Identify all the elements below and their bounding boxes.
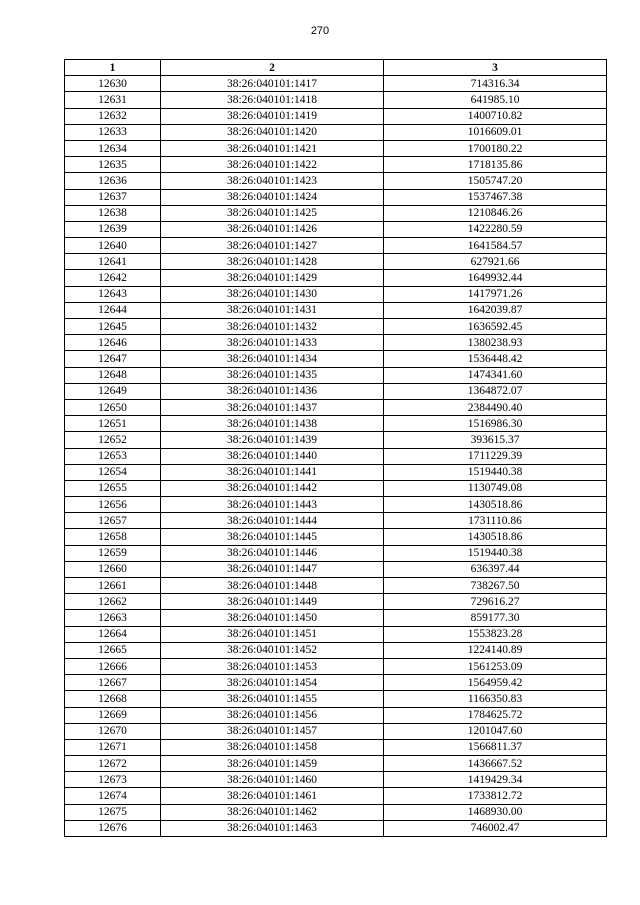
value-cell: 1417971.26 (384, 286, 607, 302)
value-cell: 1641584.57 (384, 238, 607, 254)
row-number-cell: 12658 (65, 529, 161, 545)
cadastral-number-cell: 38:26:040101:1456 (161, 707, 384, 723)
value-cell: 1731110.86 (384, 513, 607, 529)
table-row (65, 270, 607, 286)
cadastral-number-cell: 38:26:040101:1445 (161, 529, 384, 545)
table-row (65, 221, 607, 237)
cadastral-number-cell: 38:26:040101:1430 (161, 286, 384, 302)
value-cell: 1642039.87 (384, 302, 607, 318)
value-cell: 746002.47 (384, 820, 607, 836)
table-row (65, 157, 607, 173)
cadastral-number-cell: 38:26:040101:1417 (161, 76, 384, 92)
table-row (65, 820, 607, 836)
cadastral-number-cell: 38:26:040101:1461 (161, 788, 384, 804)
table-row (65, 254, 607, 270)
table-row (65, 351, 607, 367)
value-cell: 1564959.42 (384, 675, 607, 691)
value-cell: 738267.50 (384, 578, 607, 594)
value-cell: 1553823.28 (384, 626, 607, 642)
cadastral-number-cell: 38:26:040101:1457 (161, 723, 384, 739)
value-cell: 1519440.38 (384, 545, 607, 561)
row-number-cell: 12657 (65, 513, 161, 529)
cadastral-number-cell: 38:26:040101:1435 (161, 367, 384, 383)
cadastral-number-cell: 38:26:040101:1459 (161, 756, 384, 772)
table-row (65, 610, 607, 626)
value-cell: 729616.27 (384, 594, 607, 610)
row-number-cell: 12647 (65, 351, 161, 367)
table-row (65, 205, 607, 221)
table-body (65, 76, 607, 837)
value-cell: 1649932.44 (384, 270, 607, 286)
cadastral-number-cell: 38:26:040101:1463 (161, 820, 384, 836)
table-row (65, 691, 607, 707)
value-cell: 1711229.39 (384, 448, 607, 464)
cadastral-number-cell: 38:26:040101:1436 (161, 383, 384, 399)
table-header (65, 60, 607, 76)
value-cell: 1130749.08 (384, 480, 607, 496)
row-number-cell: 12650 (65, 399, 161, 415)
table-row (65, 739, 607, 755)
value-cell: 1016609.01 (384, 124, 607, 140)
cadastral-number-cell: 38:26:040101:1438 (161, 416, 384, 432)
table-row (65, 513, 607, 529)
table-row (65, 464, 607, 480)
row-number-cell: 12636 (65, 173, 161, 189)
row-number-cell: 12667 (65, 675, 161, 691)
value-cell: 1430518.86 (384, 529, 607, 545)
table-row (65, 124, 607, 140)
cadastral-number-cell: 38:26:040101:1427 (161, 238, 384, 254)
table-row (65, 189, 607, 205)
table-row (65, 626, 607, 642)
table-row (65, 432, 607, 448)
row-number-cell: 12675 (65, 804, 161, 820)
table-row (65, 367, 607, 383)
row-number-cell: 12653 (65, 448, 161, 464)
table-row (65, 286, 607, 302)
value-cell: 1400710.82 (384, 108, 607, 124)
cadastral-number-cell: 38:26:040101:1426 (161, 221, 384, 237)
row-number-cell: 12670 (65, 723, 161, 739)
cadastral-number-cell: 38:26:040101:1462 (161, 804, 384, 820)
table-row (65, 756, 607, 772)
table-row (65, 173, 607, 189)
table-row (65, 658, 607, 674)
table-row (65, 319, 607, 335)
row-number-cell: 12660 (65, 561, 161, 577)
table-row (65, 399, 607, 415)
row-number-cell: 12643 (65, 286, 161, 302)
table-row (65, 140, 607, 156)
row-number-cell: 12656 (65, 497, 161, 513)
row-number-cell: 12635 (65, 157, 161, 173)
value-cell: 1733812.72 (384, 788, 607, 804)
value-cell: 859177.30 (384, 610, 607, 626)
value-cell: 1561253.09 (384, 658, 607, 674)
table-row (65, 238, 607, 254)
table-row (65, 578, 607, 594)
column-header-1: 1 (65, 60, 161, 76)
cadastral-number-cell: 38:26:040101:1442 (161, 480, 384, 496)
value-cell: 1636592.45 (384, 319, 607, 335)
value-cell: 1210846.26 (384, 205, 607, 221)
value-cell: 1536448.42 (384, 351, 607, 367)
table-row (65, 561, 607, 577)
row-number-cell: 12666 (65, 658, 161, 674)
value-cell: 1422280.59 (384, 221, 607, 237)
value-cell: 1166350.83 (384, 691, 607, 707)
table-row (65, 772, 607, 788)
table-row (65, 707, 607, 723)
table-row (65, 448, 607, 464)
cadastral-number-cell: 38:26:040101:1424 (161, 189, 384, 205)
table-row (65, 302, 607, 318)
row-number-cell: 12662 (65, 594, 161, 610)
cadastral-number-cell: 38:26:040101:1425 (161, 205, 384, 221)
registry-table (64, 59, 607, 837)
value-cell: 393615.37 (384, 432, 607, 448)
row-number-cell: 12671 (65, 739, 161, 755)
page-number: 270 (310, 25, 330, 37)
value-cell: 1468930.00 (384, 804, 607, 820)
table-row (65, 497, 607, 513)
row-number-cell: 12644 (65, 302, 161, 318)
value-cell: 1566811.37 (384, 739, 607, 755)
value-cell: 1436667.52 (384, 756, 607, 772)
value-cell: 1380238.93 (384, 335, 607, 351)
cadastral-number-cell: 38:26:040101:1431 (161, 302, 384, 318)
value-cell: 1700180.22 (384, 140, 607, 156)
cadastral-number-cell: 38:26:040101:1423 (161, 173, 384, 189)
table-row (65, 480, 607, 496)
cadastral-number-cell: 38:26:040101:1418 (161, 92, 384, 108)
row-number-cell: 12654 (65, 464, 161, 480)
table-row (65, 92, 607, 108)
row-number-cell: 12651 (65, 416, 161, 432)
value-cell: 1784625.72 (384, 707, 607, 723)
row-number-cell: 12641 (65, 254, 161, 270)
column-header-3: 3 (384, 60, 607, 76)
cadastral-number-cell: 38:26:040101:1421 (161, 140, 384, 156)
cadastral-number-cell: 38:26:040101:1422 (161, 157, 384, 173)
cadastral-number-cell: 38:26:040101:1444 (161, 513, 384, 529)
cadastral-number-cell: 38:26:040101:1458 (161, 739, 384, 755)
row-number-cell: 12674 (65, 788, 161, 804)
row-number-cell: 12672 (65, 756, 161, 772)
cadastral-number-cell: 38:26:040101:1448 (161, 578, 384, 594)
cadastral-number-cell: 38:26:040101:1419 (161, 108, 384, 124)
row-number-cell: 12630 (65, 76, 161, 92)
row-number-cell: 12659 (65, 545, 161, 561)
row-number-cell: 12663 (65, 610, 161, 626)
cadastral-number-cell: 38:26:040101:1437 (161, 399, 384, 415)
table-row (65, 788, 607, 804)
row-number-cell: 12648 (65, 367, 161, 383)
table-row (65, 545, 607, 561)
cadastral-number-cell: 38:26:040101:1429 (161, 270, 384, 286)
table-row (65, 76, 607, 92)
table-row (65, 723, 607, 739)
cadastral-number-cell: 38:26:040101:1433 (161, 335, 384, 351)
value-cell: 1537467.38 (384, 189, 607, 205)
row-number-cell: 12655 (65, 480, 161, 496)
table-row (65, 675, 607, 691)
value-cell: 1201047.60 (384, 723, 607, 739)
row-number-cell: 12639 (65, 221, 161, 237)
value-cell: 1519440.38 (384, 464, 607, 480)
value-cell: 2384490.40 (384, 399, 607, 415)
cadastral-number-cell: 38:26:040101:1434 (161, 351, 384, 367)
value-cell: 1474341.60 (384, 367, 607, 383)
row-number-cell: 12652 (65, 432, 161, 448)
row-number-cell: 12649 (65, 383, 161, 399)
value-cell: 641985.10 (384, 92, 607, 108)
cadastral-number-cell: 38:26:040101:1447 (161, 561, 384, 577)
row-number-cell: 12669 (65, 707, 161, 723)
row-number-cell: 12664 (65, 626, 161, 642)
row-number-cell: 12634 (65, 140, 161, 156)
row-number-cell: 12638 (65, 205, 161, 221)
row-number-cell: 12668 (65, 691, 161, 707)
table-row (65, 529, 607, 545)
row-number-cell: 12676 (65, 820, 161, 836)
cadastral-number-cell: 38:26:040101:1453 (161, 658, 384, 674)
column-header-2: 2 (161, 60, 384, 76)
row-number-cell: 12637 (65, 189, 161, 205)
row-number-cell: 12661 (65, 578, 161, 594)
cadastral-number-cell: 38:26:040101:1420 (161, 124, 384, 140)
table-row (65, 804, 607, 820)
row-number-cell: 12642 (65, 270, 161, 286)
cadastral-number-cell: 38:26:040101:1450 (161, 610, 384, 626)
cadastral-number-cell: 38:26:040101:1441 (161, 464, 384, 480)
value-cell: 1364872.07 (384, 383, 607, 399)
cadastral-number-cell: 38:26:040101:1454 (161, 675, 384, 691)
cadastral-number-cell: 38:26:040101:1432 (161, 319, 384, 335)
cadastral-number-cell: 38:26:040101:1440 (161, 448, 384, 464)
cadastral-number-cell: 38:26:040101:1428 (161, 254, 384, 270)
value-cell: 1505747.20 (384, 173, 607, 189)
cadastral-number-cell: 38:26:040101:1460 (161, 772, 384, 788)
table-row (65, 383, 607, 399)
cadastral-number-cell: 38:26:040101:1446 (161, 545, 384, 561)
row-number-cell: 12631 (65, 92, 161, 108)
value-cell: 714316.34 (384, 76, 607, 92)
row-number-cell: 12646 (65, 335, 161, 351)
table-row (65, 416, 607, 432)
cadastral-number-cell: 38:26:040101:1452 (161, 642, 384, 658)
table-row (65, 108, 607, 124)
cadastral-number-cell: 38:26:040101:1451 (161, 626, 384, 642)
table-row (65, 335, 607, 351)
row-number-cell: 12673 (65, 772, 161, 788)
row-number-cell: 12633 (65, 124, 161, 140)
value-cell: 1419429.34 (384, 772, 607, 788)
cadastral-number-cell: 38:26:040101:1455 (161, 691, 384, 707)
row-number-cell: 12632 (65, 108, 161, 124)
cadastral-number-cell: 38:26:040101:1439 (161, 432, 384, 448)
value-cell: 1516986.30 (384, 416, 607, 432)
cadastral-number-cell: 38:26:040101:1443 (161, 497, 384, 513)
value-cell: 627921.66 (384, 254, 607, 270)
header-row (65, 60, 607, 76)
cadastral-number-cell: 38:26:040101:1449 (161, 594, 384, 610)
value-cell: 636397.44 (384, 561, 607, 577)
value-cell: 1718135.86 (384, 157, 607, 173)
value-cell: 1430518.86 (384, 497, 607, 513)
value-cell: 1224140.89 (384, 642, 607, 658)
row-number-cell: 12640 (65, 238, 161, 254)
table-row (65, 642, 607, 658)
row-number-cell: 12665 (65, 642, 161, 658)
row-number-cell: 12645 (65, 319, 161, 335)
table-row (65, 594, 607, 610)
